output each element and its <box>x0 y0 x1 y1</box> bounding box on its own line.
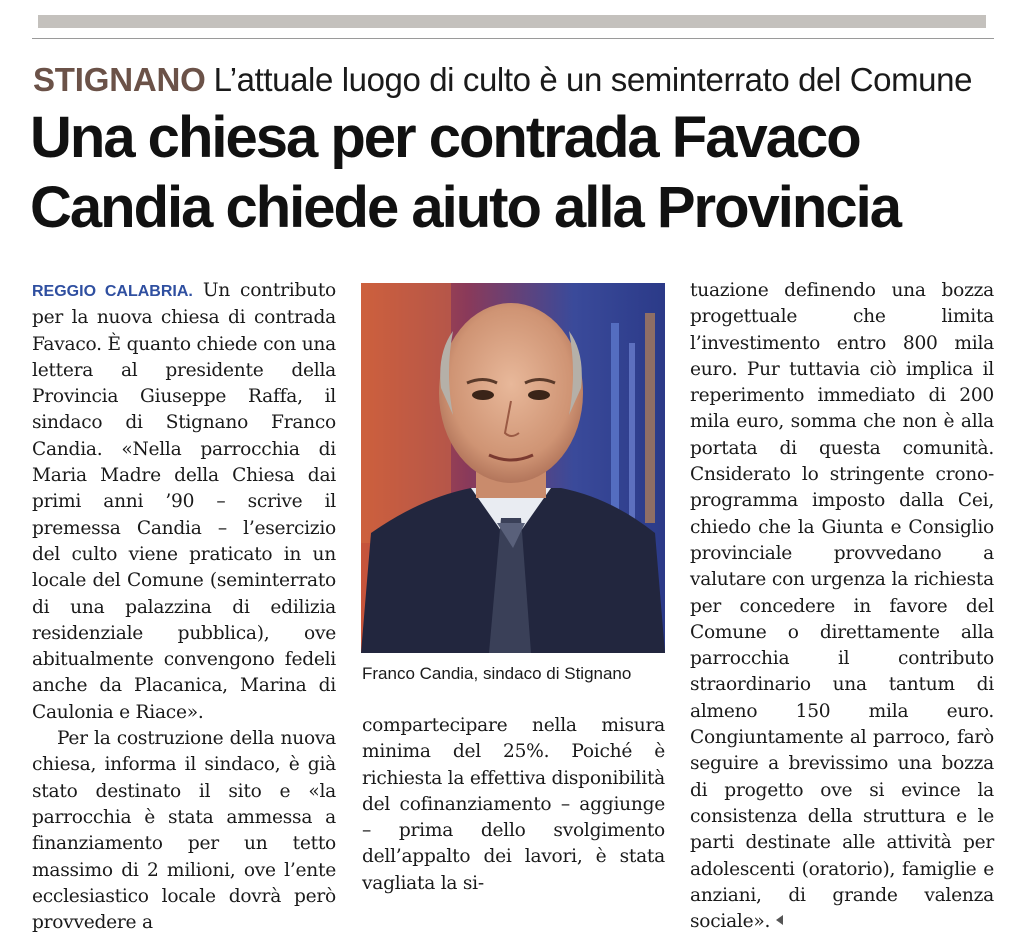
article-paragraph-1 <box>32 278 336 726</box>
article-paragraph-2: Per la costruzione della nuova chiesa, informa il sindaco, è già stato destinato il sito e «la parrocchia è stata ammessa a finanziamento per un tetto massimo di 2 milioni, ove l’ente ecclesiastico locale dovrà però provvedere a <box>32 728 336 934</box>
column-2-text: compartecipare nella misura minima del 25%. Poiché è richiesta la effettiva disponibilità del cofinanziamento – aggiunge – prima dello svolgimento dell’appalto dei lavori, è stata vagliata la si- <box>362 715 665 894</box>
headline-line-2: Candia chiede aiuto alla Provincia <box>30 175 900 240</box>
kicker-line <box>33 60 1003 100</box>
headline-line-1: Una chiesa per contrada Favaco <box>30 105 860 170</box>
headline <box>30 103 1010 243</box>
portrait-photo <box>361 283 665 653</box>
article-column-1 <box>32 278 336 936</box>
article-column-2 <box>362 713 665 897</box>
article-column-3 <box>690 278 994 935</box>
end-of-article-icon <box>776 915 783 925</box>
dateline: REGGIO CALABRIA. <box>32 283 193 300</box>
paragraph-1-text: Un contributo per la nuova chiesa di contrada Favaco. È quanto chiede con una lettera al presidente della Provincia Giuseppe Raffa, il sindaco di Stignano Franco Candia. «Nella parrocchia di Maria Madre della Chiesa dai primi anni ’90 – scrive il premessa Candia – l’esercizio del culto viene praticato in un locale del Comune (seminterrato di una palazzina di edilizia residenziale pubblica), ove abitualmente convengono fedeli anche da Placanica, Marina di Caulonia e Riace». <box>32 280 336 723</box>
kicker-subtitle: L’attuale luogo di culto è un seminterrato del Comune <box>213 61 973 98</box>
column-3-text <box>690 278 994 935</box>
top-decorative-bar <box>38 15 986 28</box>
header-divider <box>32 38 994 39</box>
column-3-body: tuazione definendo una bozza progettuale che limita l’investimento entro 800 mila euro. Pur tuttavia ciò implica il reperimento immediato di 200 mila euro, somma che non è alla portata di questa comunità. Cnsiderato lo stringente crono-programma imposto dalla Cei, chiedo che la Giunta e Consiglio provinciale provvedano a valutare con urgenza la richiesta per concedere in favore del Comune o direttamente alla parrocchia il contributo straordinario una tantum di almeno 150 mila euro. Congiuntamente al parroco, farò seguire a brevissimo una bozza di progetto ove si evince la consistenza della struttura e le parti destinate alle attività per adolescenti (oratorio), famiglie e anziani, di grande valenza sociale». <box>690 280 994 933</box>
kicker-place: STIGNANO <box>33 61 206 98</box>
photo-caption: Franco Candia, sindaco di Stignano <box>362 664 632 683</box>
portrait-illustration <box>361 283 665 653</box>
